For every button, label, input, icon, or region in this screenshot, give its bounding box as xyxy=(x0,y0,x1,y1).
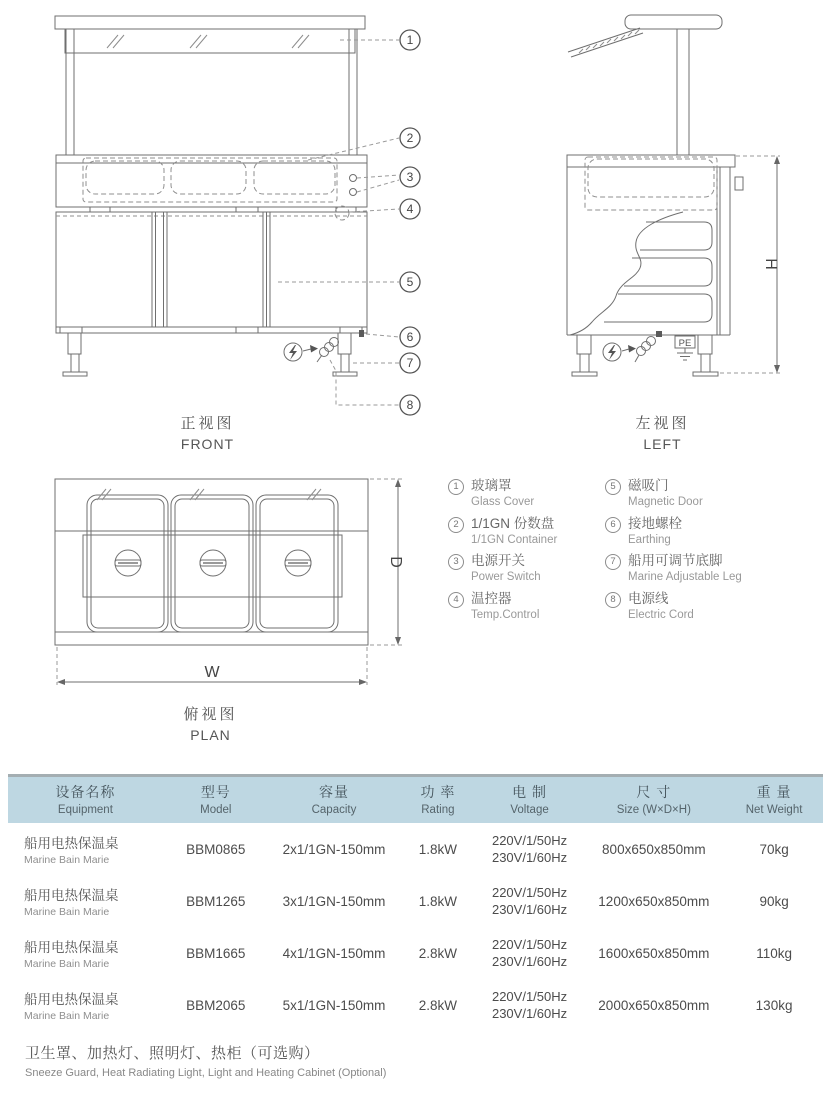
legend-item-magnetic-door xyxy=(605,477,742,515)
capacity-cell: 2x1/1GN-150mm xyxy=(282,841,386,857)
optional-accessories-note xyxy=(25,1042,386,1079)
legend-number: 6 xyxy=(605,517,621,533)
note-cn: 卫生罩、加热灯、照明灯、热柜（可选购） xyxy=(25,1045,320,1062)
left-view-label-cn: 左视图 xyxy=(635,415,690,432)
legend-cn: 1/1GN 份数盘 xyxy=(471,515,555,531)
voltage-line-2: 230V/1/60Hz xyxy=(491,1006,568,1021)
depth-dim-label: D xyxy=(387,556,404,568)
legend-number: 2 xyxy=(448,517,464,533)
rating-cell: 2.8kW xyxy=(418,945,458,961)
legend-cn: 电源线 xyxy=(628,590,669,606)
model-cell: BBM1265 xyxy=(186,893,246,909)
rating-cell: 1.8kW xyxy=(418,893,458,909)
weight-cell: 130kg xyxy=(755,997,793,1013)
header-en: Capacity xyxy=(311,804,357,816)
front-view-label-cn: 正视图 xyxy=(180,415,235,432)
rating-cell: 2.8kW xyxy=(418,997,458,1013)
left-post xyxy=(66,29,74,155)
header-equipment xyxy=(8,776,163,824)
table-row xyxy=(8,875,823,927)
capacity-cell: 4x1/1GN-150mm xyxy=(282,945,386,961)
header-voltage xyxy=(477,776,583,824)
legend-item-gn-container xyxy=(448,515,605,553)
height-dim-label: H xyxy=(762,258,779,270)
header-cn: 电 制 xyxy=(512,784,547,800)
front-view-label xyxy=(145,412,270,452)
legend-en: Marine Adjustable Leg xyxy=(628,571,742,583)
legend-en: Temp.Control xyxy=(471,608,540,621)
voltage-line-1: 220V/1/50Hz xyxy=(491,885,568,900)
weight-cell: 70kg xyxy=(759,841,789,857)
glass-panel xyxy=(65,29,355,53)
table-row xyxy=(8,979,823,1031)
legend-cn: 船用可调节底脚 xyxy=(628,553,723,568)
callout-bubbles xyxy=(400,30,420,415)
lamp-post xyxy=(677,29,689,155)
legend-number: 5 xyxy=(605,479,621,495)
callout-number: 7 xyxy=(406,356,414,370)
voltage-line-2: 230V/1/60Hz xyxy=(491,850,568,865)
header-cn: 尺 寸 xyxy=(636,784,672,800)
capacity-cell: 5x1/1GN-150mm xyxy=(282,997,386,1013)
knobs xyxy=(115,550,311,576)
voltage-line-1: 220V/1/50Hz xyxy=(491,989,568,1004)
size-cell: 2000x650x850mm xyxy=(598,997,710,1013)
header-en: Voltage xyxy=(510,804,549,816)
legend-en: Magnetic Door xyxy=(628,496,703,508)
table-row xyxy=(8,927,823,979)
equipment-en: Marine Bain Marie xyxy=(24,958,110,970)
callout-2 xyxy=(400,128,420,148)
voltage-cell xyxy=(477,979,583,1031)
rating-cell: 1.8kW xyxy=(418,841,458,857)
power-switch-knob xyxy=(350,175,357,182)
callout-5 xyxy=(400,272,420,292)
legend-number: 8 xyxy=(605,592,621,608)
equipment-cell xyxy=(8,979,163,1031)
header-cn: 型号 xyxy=(200,784,231,800)
width-dim-label: W xyxy=(204,664,220,681)
legend-item-glass-cover xyxy=(448,477,605,515)
callout-8 xyxy=(400,395,420,415)
earthing-bolt xyxy=(359,330,364,337)
gn-pans-dashed xyxy=(83,158,349,220)
legend-item-temp-control xyxy=(448,590,605,628)
header-model xyxy=(163,776,269,824)
header-en: Rating xyxy=(421,804,455,816)
plan-view-label-cn: 俯视图 xyxy=(183,706,238,723)
legend-item-electric-cord xyxy=(605,590,742,628)
temp-control-detail-circle xyxy=(335,206,349,220)
callout-number: 4 xyxy=(406,202,414,216)
equipment-en: Marine Bain Marie xyxy=(24,906,110,918)
callout-4 xyxy=(400,199,420,219)
spec-table xyxy=(8,774,823,1031)
equipment-cn: 船用电热保温桌 xyxy=(24,836,119,851)
legend-cn: 电源开关 xyxy=(471,553,525,568)
door-dividers xyxy=(152,212,270,327)
callout-1 xyxy=(400,30,420,50)
callout-number: 8 xyxy=(406,398,414,412)
spec-table-header xyxy=(8,776,823,824)
glass-panel-side xyxy=(568,28,643,57)
equipment-cell xyxy=(8,927,163,979)
equipment-cn: 船用电热保温桌 xyxy=(24,992,119,1007)
legend-item-earthing xyxy=(605,515,742,553)
legend-en: Electric Cord xyxy=(628,608,694,621)
size-cell: 1600x650x850mm xyxy=(598,945,710,961)
voltage-line-2: 230V/1/60Hz xyxy=(491,902,568,917)
header-cn: 功 率 xyxy=(420,784,456,800)
legend-cn: 接地螺栓 xyxy=(628,515,682,531)
lightning-icon xyxy=(608,345,616,360)
model-cell: BBM0865 xyxy=(186,841,246,857)
front-view-label-en: FRONT xyxy=(180,436,235,452)
voltage-line-2: 230V/1/60Hz xyxy=(491,954,568,969)
callout-number: 1 xyxy=(406,33,414,47)
header-cn: 容量 xyxy=(318,784,349,800)
header-net-weight xyxy=(725,776,823,824)
table-row xyxy=(8,823,823,875)
size-cell: 1200x650x850mm xyxy=(598,893,710,909)
legend-cn: 温控器 xyxy=(471,590,512,606)
header-en: Net Weight xyxy=(745,804,803,816)
callout-number: 6 xyxy=(406,330,414,344)
legend-en: Power Switch xyxy=(471,571,541,583)
voltage-line-1: 220V/1/50Hz xyxy=(491,833,568,848)
front-view-drawing xyxy=(40,10,440,450)
callout-number: 5 xyxy=(406,275,414,289)
callout-number: 2 xyxy=(406,131,414,145)
glass-hatch-marks xyxy=(107,35,309,48)
header-en: Equipment xyxy=(57,804,113,816)
weight-cell: 90kg xyxy=(759,893,789,909)
voltage-line-1: 220V/1/50Hz xyxy=(491,937,568,952)
header-en: Model xyxy=(200,804,232,816)
plan-view-label xyxy=(148,703,273,743)
equipment-en: Marine Bain Marie xyxy=(24,1010,110,1022)
plan-view-drawing xyxy=(30,470,420,700)
lightning-icon xyxy=(289,345,297,360)
equipment-cell xyxy=(8,823,163,875)
equipment-cell xyxy=(8,875,163,927)
header-capacity xyxy=(269,776,399,824)
legend-cn: 玻璃罩 xyxy=(471,478,512,493)
interior-shelves xyxy=(604,222,712,322)
model-cell: BBM2065 xyxy=(186,997,246,1013)
legend-en: Glass Cover xyxy=(471,496,535,508)
legend-item-adjustable-leg xyxy=(605,552,742,590)
left-view-drawing xyxy=(540,10,800,450)
equipment-en: Marine Bain Marie xyxy=(24,854,110,866)
legend-item-power-switch xyxy=(448,552,605,590)
equipment-cn: 船用电热保温桌 xyxy=(24,940,119,955)
callout-7 xyxy=(400,353,420,373)
cabinet-body xyxy=(56,212,367,333)
power-supply-icon xyxy=(284,343,318,361)
model-cell: BBM1665 xyxy=(186,945,246,961)
legend-en: 1/1GN Container xyxy=(471,533,558,546)
equipment-cn: 船用电热保温桌 xyxy=(24,888,119,903)
gn-pan-dashed-side xyxy=(585,157,717,210)
header-cn: 设备名称 xyxy=(55,784,116,800)
canopy-top-bar xyxy=(55,16,365,29)
voltage-cell xyxy=(477,927,583,979)
callout-6 xyxy=(400,327,420,347)
adjustable-legs xyxy=(63,333,357,376)
callout-number: 3 xyxy=(406,170,414,184)
header-cn: 重 量 xyxy=(756,784,792,800)
earthing-bolt xyxy=(656,331,662,337)
legend-number: 3 xyxy=(448,554,464,570)
left-view-label-en: LEFT xyxy=(643,436,682,452)
side-switch xyxy=(735,177,743,190)
parts-legend xyxy=(448,477,742,627)
voltage-cell xyxy=(477,875,583,927)
weight-cell: 110kg xyxy=(756,945,792,961)
right-post xyxy=(349,29,357,155)
coiled-cord-icon xyxy=(317,338,339,363)
legend-number: 1 xyxy=(448,479,464,495)
callout-3 xyxy=(400,167,420,187)
plan-view-label-en: PLAN xyxy=(190,727,231,743)
lamp-head xyxy=(625,15,722,29)
temp-control-knob xyxy=(350,189,357,196)
legend-en: Earthing xyxy=(628,533,671,546)
power-supply-icon xyxy=(603,343,636,361)
coiled-cord-icon xyxy=(635,337,656,363)
size-cell: 800x650x850mm xyxy=(602,841,706,857)
header-en: Size (W×D×H) xyxy=(616,804,691,816)
capacity-cell: 3x1/1GN-150mm xyxy=(282,893,386,909)
header-rating xyxy=(399,776,476,824)
legend-number: 7 xyxy=(605,554,621,570)
left-view-label xyxy=(600,412,725,452)
break-line xyxy=(570,212,683,335)
voltage-cell xyxy=(477,823,583,875)
legend-number: 4 xyxy=(448,592,464,608)
legend-cn: 磁吸门 xyxy=(628,478,669,493)
header-size xyxy=(583,776,726,824)
note-en: Sneeze Guard, Heat Radiating Light, Light and Heating Cabinet (Optional) xyxy=(25,1067,387,1079)
pe-label: PE xyxy=(678,338,692,349)
